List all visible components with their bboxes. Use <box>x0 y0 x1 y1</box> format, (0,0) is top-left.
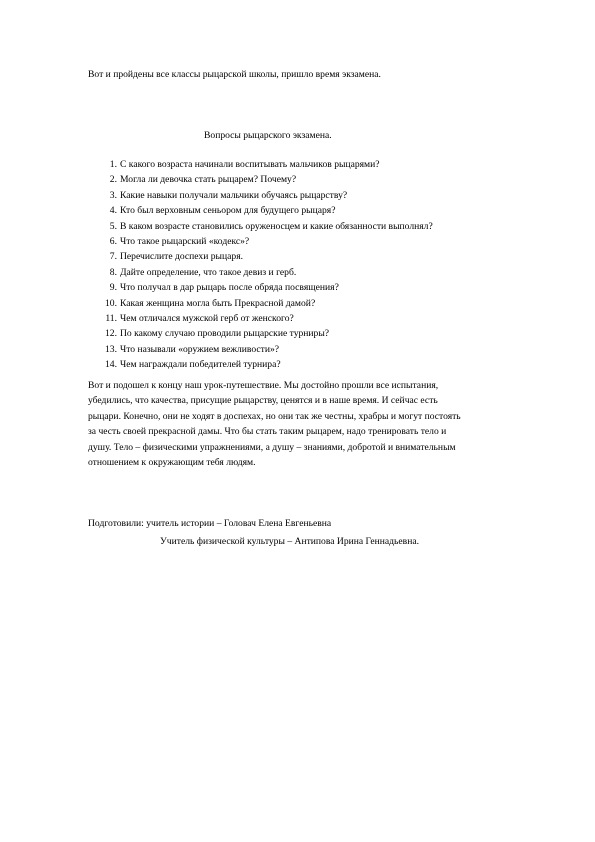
question-item <box>88 219 433 234</box>
question-number: 1. <box>109 159 117 170</box>
question-text: Чем награждали победителей турнира? <box>120 359 281 371</box>
question-text: Могла ли девочка стать рыцарем? Почему? <box>120 174 297 186</box>
question-item <box>88 280 433 295</box>
question-item <box>88 326 433 341</box>
question-number: 7. <box>109 251 117 263</box>
question-text: Перечислите доспехи рыцаря. <box>120 251 244 263</box>
conclusion-line: Вот и подошел к концу наш урок-путешествие. Мы достойно прошли все испытания, <box>88 380 439 391</box>
question-item <box>88 234 433 249</box>
question-item <box>88 265 433 280</box>
question-text: Что такое рыцарский «кодекс»? <box>120 236 250 248</box>
question-number: 11. <box>105 313 117 325</box>
question-number: 8. <box>109 266 117 278</box>
conclusion-line: отношением к окружающим тебя людям. <box>88 457 256 469</box>
question-text: По какому случаю проводили рыцарские турниры? <box>120 328 330 340</box>
conclusion-line: убедились, что качества, присущие рыцарству, ценятся и в наше время. И сейчас есть <box>88 395 438 407</box>
questions-list <box>88 157 433 373</box>
question-number: 3. <box>109 189 117 201</box>
question-number: 5. <box>109 220 117 232</box>
question-item <box>88 357 433 372</box>
question-number: 10. <box>105 297 117 309</box>
question-item <box>88 157 433 172</box>
conclusion-line: за честь своей прекрасной дамы. Что бы стать таким рыцарем, надо тренировать тело и <box>88 426 447 438</box>
question-number: 12. <box>105 328 117 340</box>
questions-heading: Вопросы рыцарского экзамена. <box>204 130 332 141</box>
question-item <box>88 249 433 264</box>
question-text: В каком возрасте становились оруженосцем и какие обязанности выполнял? <box>120 220 433 232</box>
question-item <box>88 188 433 203</box>
question-number: 6. <box>109 236 117 248</box>
question-item <box>88 342 433 357</box>
prepared-by-pe-teacher: Учитель физической культуры – Антипова Ирина Геннадьевна. <box>160 536 419 547</box>
question-text: Кто был верховным сеньором для будущего рыцаря? <box>120 205 336 217</box>
question-item <box>88 203 433 218</box>
conclusion-paragraph <box>88 378 461 470</box>
question-item <box>88 296 433 311</box>
question-item <box>88 311 433 326</box>
question-number: 13. <box>105 343 117 355</box>
conclusion-line: душу. Тело – физическими упражнениями, а душу – знаниями, добротой и внимательным <box>88 441 456 453</box>
conclusion-line: рыцари. Конечно, они не ходят в доспехах, но они так же честны, храбры и могут постоять <box>88 410 461 422</box>
intro-paragraph: Вот и пройдены все классы рыцарской школы, пришло время экзамена. <box>88 69 381 80</box>
question-number: 14. <box>105 359 117 371</box>
question-number: 9. <box>109 282 117 294</box>
question-text: Какие навыки получали мальчики обучаясь рыцарству? <box>120 189 348 201</box>
question-text: Что называли «оружием вежливости»? <box>120 343 280 355</box>
question-text: Дайте определение, что такое девиз и герб. <box>120 266 297 278</box>
question-text: Какая женщина могла быть Прекрасной дамой? <box>120 297 316 309</box>
question-text: Что получал в дар рыцарь после обряда посвящения? <box>120 282 339 294</box>
question-text: Чем отличался мужской герб от женского? <box>120 313 294 325</box>
question-number: 4. <box>109 205 117 217</box>
question-item <box>88 172 433 187</box>
prepared-by-history-teacher: Подготовили: учитель истории – Головач Елена Евгеньевна <box>88 518 332 529</box>
question-number: 2. <box>109 174 117 186</box>
question-text: С какого возраста начинали воспитывать мальчиков рыцарями? <box>120 159 380 170</box>
